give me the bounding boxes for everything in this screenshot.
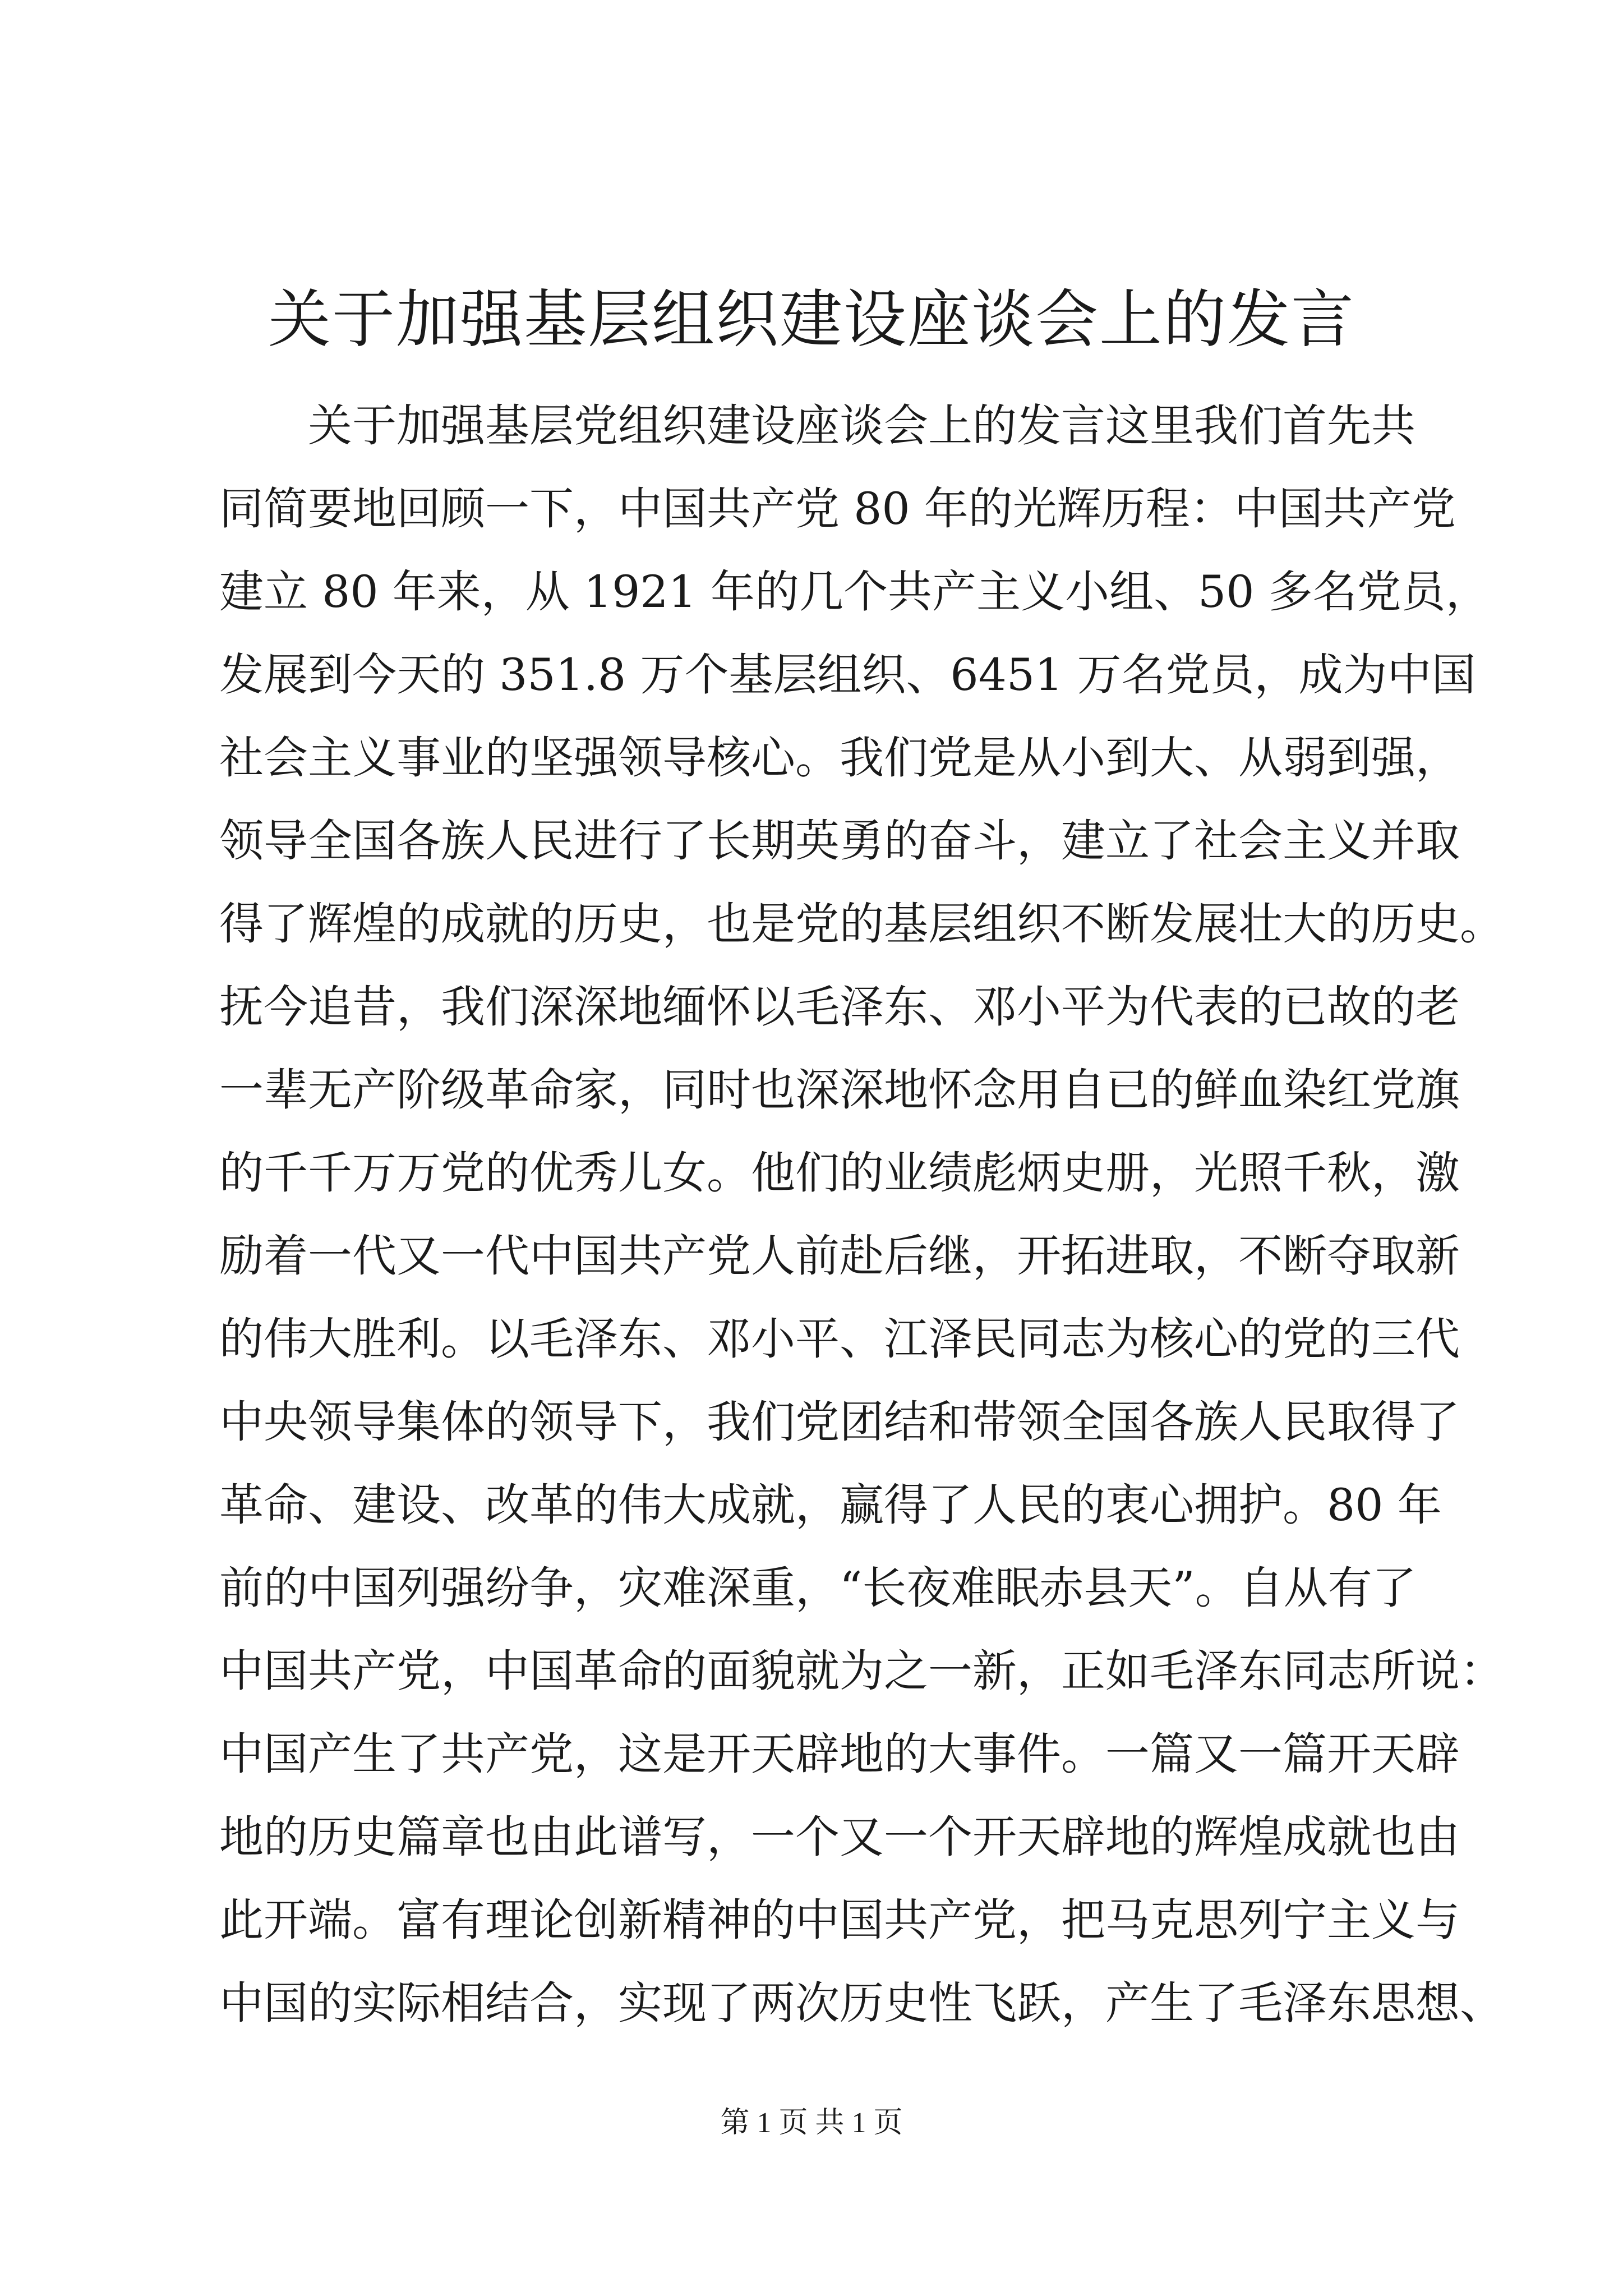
body-line: 此开端。富有理论创新精神的中国共产党，把马克思列宁主义与 bbox=[219, 1894, 1460, 1946]
page-footer: 第 1 页 共 1 页 bbox=[720, 2107, 903, 2139]
body-line: 地的历史篇章也由此谱写，一个又一个开天辟地的辉煌成就也由 bbox=[219, 1811, 1460, 1863]
body-line: 社会主义事业的坚强领导核心。我们党是从小到大、从弱到强， bbox=[219, 732, 1460, 784]
body-line: 中国共产党，中国革命的面貌就为之一新，正如毛泽东同志所说： bbox=[219, 1645, 1504, 1697]
body-line: 的伟大胜利。以毛泽东、邓小平、江泽民同志为核心的党的三代 bbox=[219, 1313, 1460, 1365]
body-line: 前的中国列强纷争，灾难深重，“长夜难眠赤县天”。自从有了 bbox=[219, 1562, 1417, 1614]
body-line: 抚今追昔，我们深深地缅怀以毛泽东、邓小平为代表的已故的老 bbox=[219, 981, 1460, 1033]
body-line: 得了辉煌的成就的历史，也是党的基层组织不断发展壮大的历史。 bbox=[219, 898, 1504, 950]
document-body bbox=[219, 384, 1504, 2045]
body-line: 一辈无产阶级革命家，同时也深深地怀念用自已的鲜血染红党旗 bbox=[219, 1064, 1460, 1116]
body-line: 励着一代又一代中国共产党人前赴后继，开拓进取，不断夺取新 bbox=[219, 1230, 1460, 1282]
body-line: 同简要地回顾一下，中国共产党 80 年的光辉历程：中国共产党 bbox=[219, 483, 1456, 535]
document-title: 关于加强基层组织建设座谈会上的发言 bbox=[268, 283, 1355, 356]
body-line: 建立 80 年来，从 1921 年的几个共产主义小组、50 多名党员， bbox=[219, 566, 1490, 618]
body-line: 中国的实际相结合，实现了两次历史性飞跃，产生了毛泽东思想、 bbox=[219, 1977, 1504, 2029]
body-line: 发展到今天的 351.8 万个基层组织、6451 万名党员，成为中国 bbox=[219, 649, 1476, 701]
body-line: 领导全国各族人民进行了长期英勇的奋斗，建立了社会主义并取 bbox=[219, 815, 1460, 867]
body-line: 的千千万万党的优秀儿女。他们的业绩彪炳史册，光照千秋，激 bbox=[219, 1147, 1460, 1199]
body-line: 革命、建设、改革的伟大成就，赢得了人民的衷心拥护。80 年 bbox=[219, 1479, 1442, 1531]
body-line: 中国产生了共产党，这是开天辟地的大事件。一篇又一篇开天辟 bbox=[219, 1728, 1460, 1780]
body-line: 中央领导集体的领导下，我们党团结和带领全国各族人民取得了 bbox=[219, 1396, 1460, 1448]
body-line: 关于加强基层党组织建设座谈会上的发言这里我们首先共 bbox=[308, 400, 1415, 452]
